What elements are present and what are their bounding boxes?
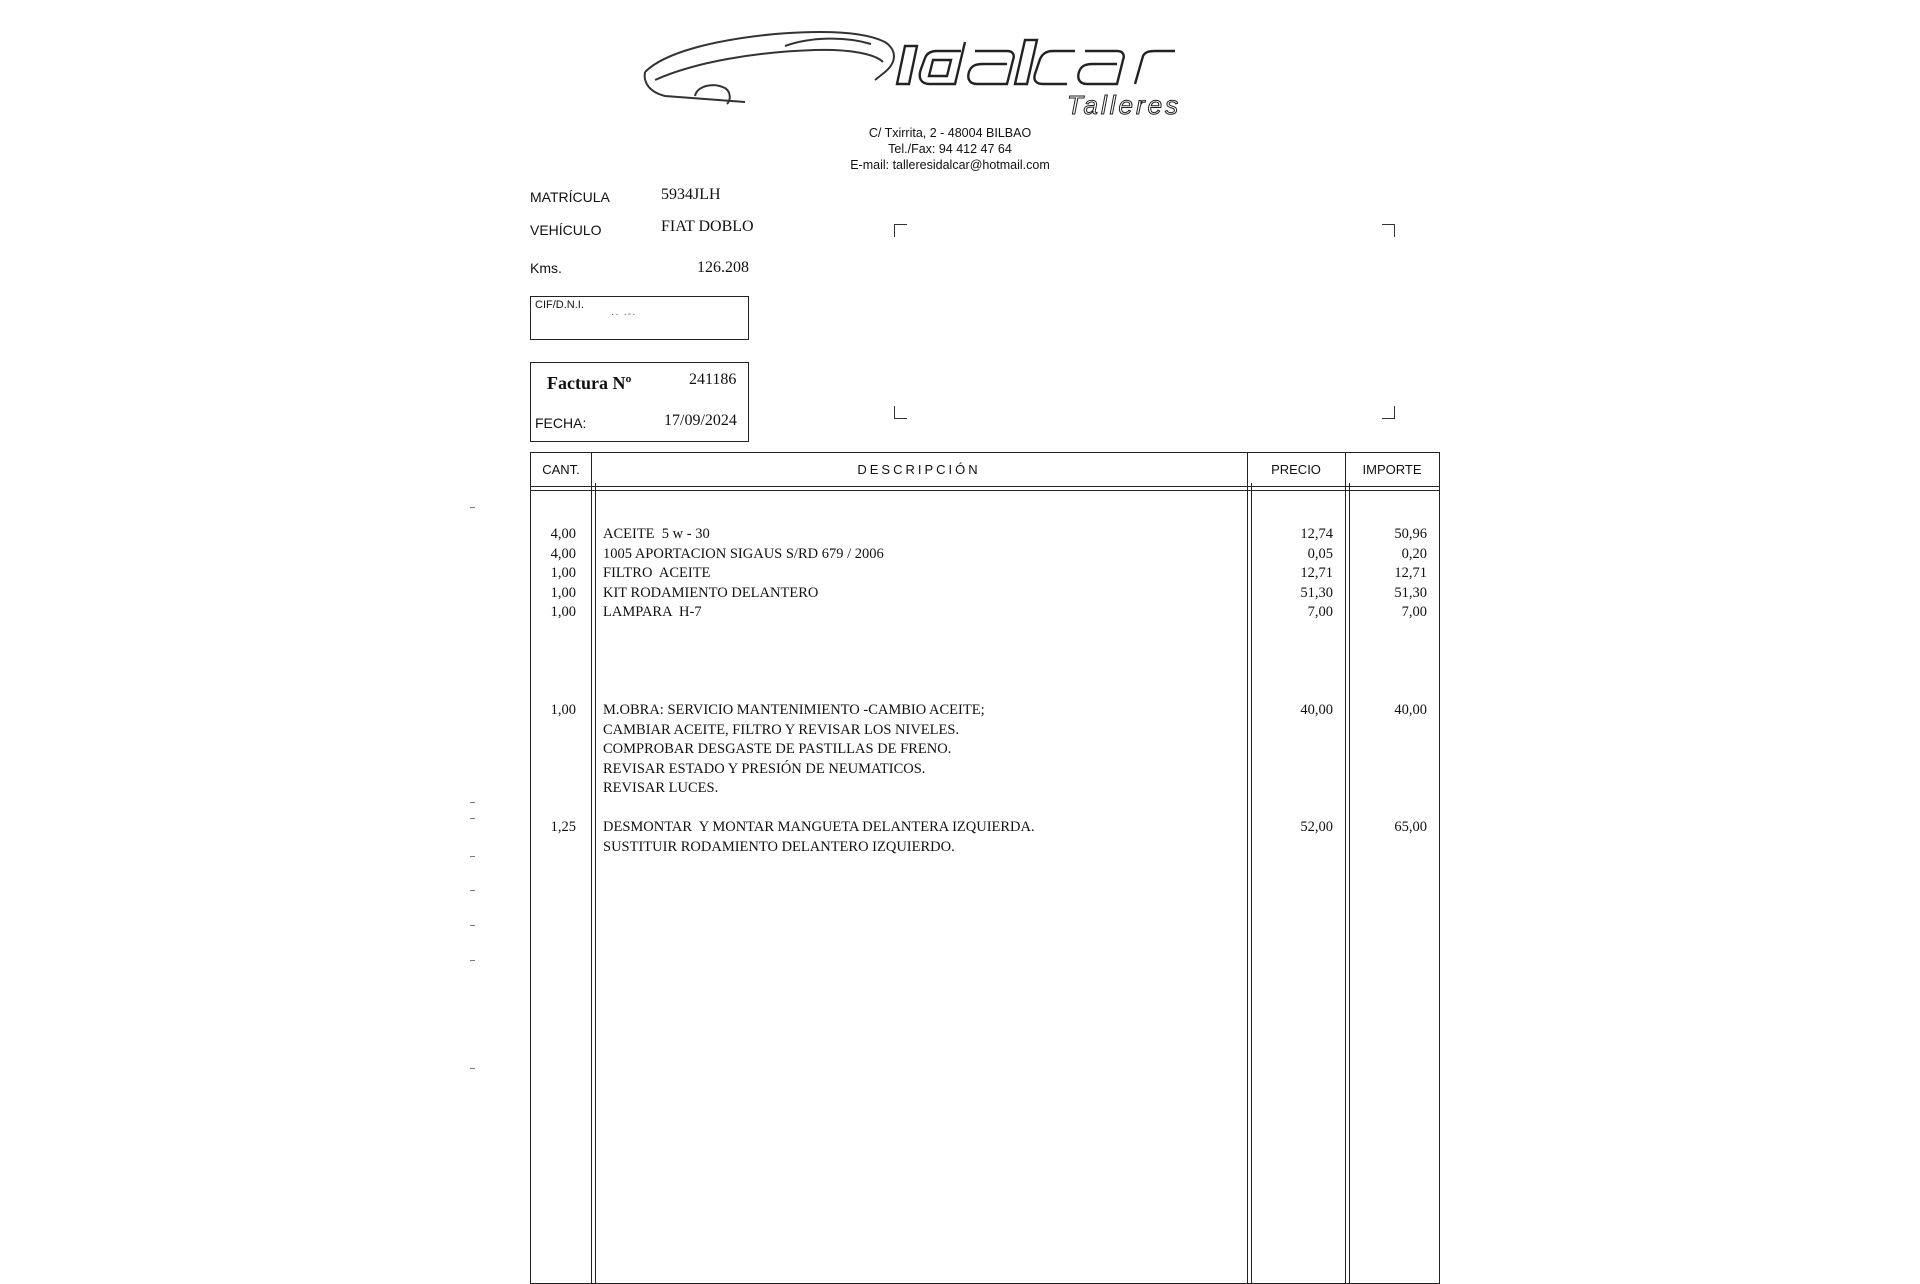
row-amount: 50,96: [1394, 526, 1427, 542]
row-price: 12,74: [1300, 526, 1333, 542]
margin-mark: [470, 818, 475, 819]
address-line: C/ Txirrita, 2 - 48004 BILBAO: [868, 126, 1032, 140]
margin-mark: [470, 890, 475, 891]
cif-label: CIF/D.N.I.: [535, 299, 584, 311]
kms-label: Kms.: [530, 260, 562, 276]
phone-line: Tel./Fax: 94 412 47 64: [888, 142, 1012, 156]
vehicle-value: FIAT DOBLO: [661, 218, 754, 235]
invoice-number: 241186: [689, 371, 737, 388]
row-price: 51,30: [1300, 584, 1333, 601]
row-description: 1005 APORTACION SIGAUS S/RD 679 / 2006: [603, 545, 884, 562]
invoice-title: Factura Nº: [547, 373, 632, 393]
row-qty: 1,00: [550, 702, 576, 718]
vehicle-label: VEHÍCULO: [530, 222, 602, 238]
row-price: 12,71: [1300, 565, 1333, 581]
window-corner-top-left: [894, 224, 907, 237]
email-line: E-mail: talleresidalcar@hotmail.com: [850, 158, 1050, 172]
column-header-qty: CANT.: [542, 462, 580, 477]
row-amount: 7,00: [1401, 604, 1427, 620]
car-silhouette-icon: [645, 32, 894, 104]
row-amount: 51,30: [1394, 584, 1427, 601]
plate-label: MATRÍCULA: [530, 189, 610, 205]
row-description: ACEITE 5 w - 30: [603, 526, 710, 542]
window-corner-top-right: [1382, 224, 1395, 237]
invoice-box: [530, 362, 749, 442]
column-header-description: DESCRIPCIÓN: [857, 462, 981, 477]
date-label: FECHA:: [535, 415, 587, 431]
margin-mark: [470, 802, 475, 803]
window-corner-bottom-right: [1382, 406, 1395, 419]
row-description: LAMPARA H-7: [603, 604, 702, 620]
column-header-amount: IMPORTE: [1362, 462, 1422, 477]
row-amount: 0,20: [1401, 545, 1427, 562]
line-items-table: [530, 452, 1440, 1284]
margin-mark: [470, 507, 475, 508]
row-qty: 1,00: [550, 584, 576, 601]
column-header-price: PRECIO: [1271, 462, 1321, 477]
margin-mark: [470, 856, 475, 857]
brand-subtitle: Talleres: [1067, 90, 1182, 120]
header-divider: [531, 490, 1439, 491]
row-description: KIT RODAMIENTO DELANTERO: [603, 584, 819, 601]
margin-mark: [470, 960, 475, 961]
window-corner-bottom-left: [894, 406, 907, 419]
row-description: DESMONTAR Y MONTAR MANGUETA DELANTERA IZQUIERDA. SUSTITUIR RODAMIENTO DELANTERO IZQUIERDO.: [603, 819, 1035, 855]
row-qty: 4,00: [550, 526, 576, 542]
plate-value: 5934JLH: [661, 186, 721, 203]
cif-box: [530, 296, 749, 340]
row-amount: 40,00: [1394, 702, 1427, 718]
kms-value: 126.208: [697, 259, 749, 276]
row-amount: 65,00: [1394, 819, 1427, 835]
column-divider: [591, 453, 592, 1283]
header-divider: [531, 486, 1439, 487]
row-price: 40,00: [1300, 702, 1333, 718]
cif-value: ·· ·-·: [611, 309, 637, 320]
row-qty: 1,00: [550, 565, 576, 581]
margin-mark: [470, 1068, 475, 1069]
date-value: 17/09/2024: [664, 412, 737, 429]
row-price: 0,05: [1307, 545, 1333, 562]
company-address: [780, 125, 1120, 173]
row-qty: 1,25: [550, 819, 576, 835]
brand-wordmark: [897, 40, 1175, 84]
row-price: 52,00: [1300, 819, 1333, 835]
idalcar-logo: [635, 22, 1275, 122]
row-price: 7,00: [1307, 604, 1333, 620]
row-amount: 12,71: [1394, 565, 1427, 581]
row-qty: 1,00: [550, 604, 576, 620]
row-description: M.OBRA: SERVICIO MANTENIMIENTO -CAMBIO ACEITE; CAMBIAR ACEITE, FILTRO Y REVISAR LOS NIVELES. COMPROBAR DESGASTE DE PASTILLAS DE FRENO. REVISAR ESTADO Y PRESIÓN DE NEUMATICOS. REVISAR LUCES.: [603, 702, 985, 796]
row-description: FILTRO ACEITE: [603, 565, 711, 581]
margin-mark: [470, 925, 475, 926]
row-qty: 4,00: [550, 545, 576, 562]
